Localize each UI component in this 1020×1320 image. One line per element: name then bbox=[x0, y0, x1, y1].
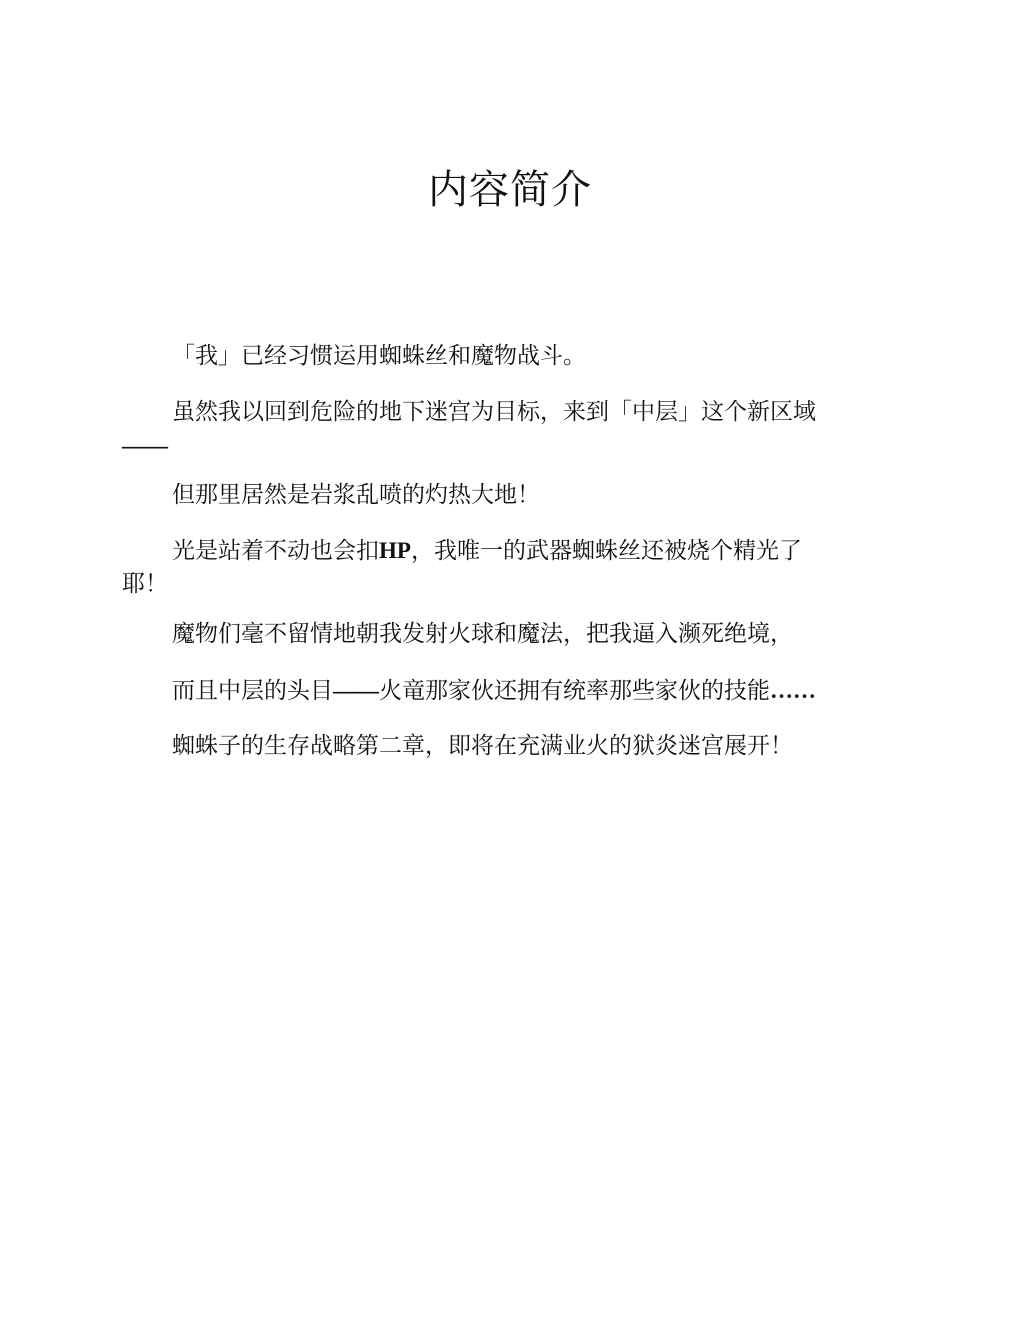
paragraph-6-pre: 而且中层的头目 bbox=[172, 678, 333, 704]
paragraph-3-text: 但那里居然是岩浆乱喷的灼热大地！ bbox=[172, 482, 540, 508]
paragraph-4-post: ，我唯一的武器蜘蛛丝还被烧个精光了 bbox=[410, 538, 802, 564]
paragraph-6-dash: —— bbox=[333, 678, 379, 703]
paragraph-6-ellipsis: …… bbox=[770, 678, 816, 703]
paragraph-5-text: 魔物们毫不留情地朝我发射火球和魔法，把我逼入濒死绝境， bbox=[172, 621, 793, 647]
paragraph-4-pre: 光是站着不动也会扣 bbox=[172, 538, 379, 564]
paragraph-6 bbox=[122, 674, 892, 708]
page-title: 内容简介 bbox=[428, 167, 592, 213]
paragraph-5 bbox=[122, 618, 892, 651]
paragraph-4 bbox=[122, 534, 892, 601]
paragraph-4-tail: 耶！ bbox=[122, 571, 168, 597]
paragraph-7 bbox=[122, 730, 892, 763]
paragraph-1 bbox=[122, 340, 892, 373]
paragraph-2-dash: —— bbox=[122, 433, 168, 458]
paragraph-4-hp: HP bbox=[379, 538, 411, 563]
paragraph-1-text: 「我」已经习惯运用蜘蛛丝和魔物战斗。 bbox=[172, 343, 586, 369]
paragraph-7-text: 蜘蛛子的生存战略第二章，即将在充满业火的狱炎迷宫展开！ bbox=[172, 733, 793, 759]
paragraph-2 bbox=[122, 396, 892, 462]
paragraph-2-text: 虽然我以回到危险的地下迷宫为目标，来到「中层」这个新区域 bbox=[172, 399, 816, 425]
paragraph-3 bbox=[122, 479, 892, 512]
paragraph-6-post: 火竜那家伙还拥有统率那些家伙的技能 bbox=[379, 678, 770, 704]
